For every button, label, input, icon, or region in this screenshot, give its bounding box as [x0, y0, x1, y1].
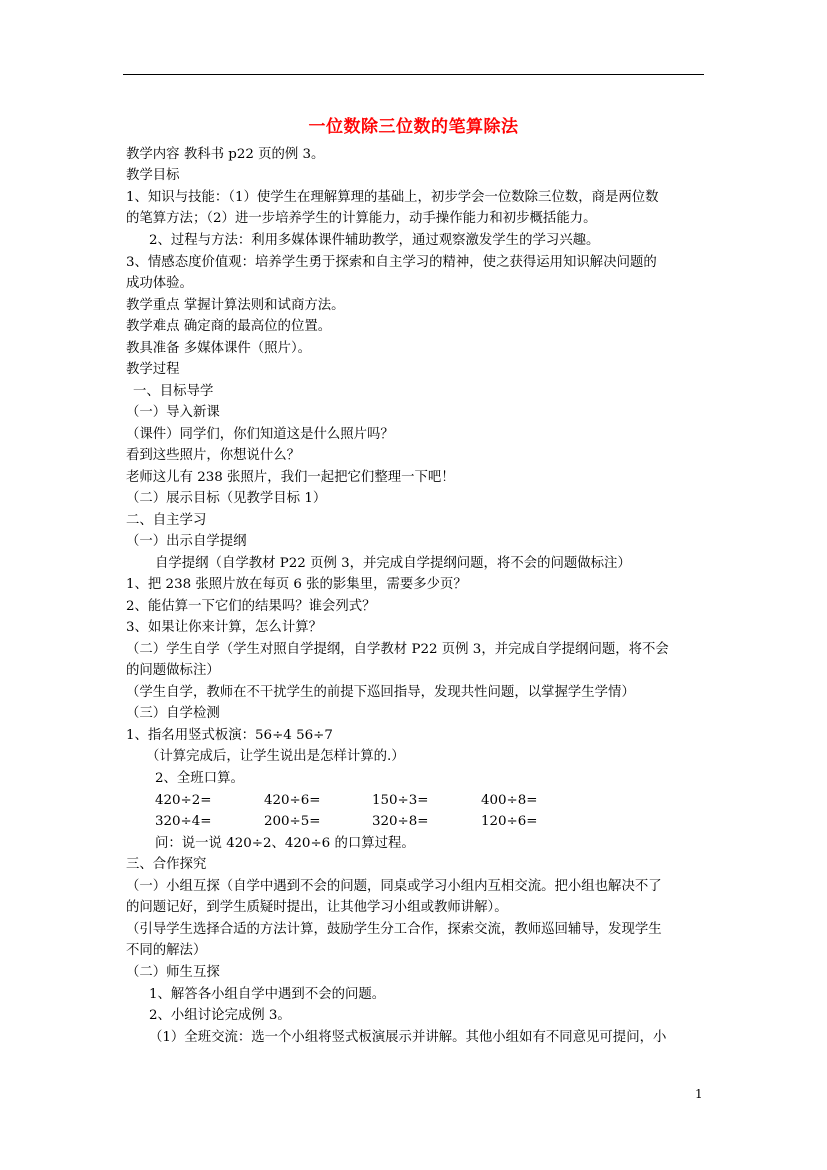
- text-line: 1、指名用竖式板演：56÷4 56÷7: [126, 728, 333, 743]
- text-line: 1、解答各小组自学中遇到不会的问题。: [149, 987, 386, 1002]
- text-line: 1、把 238 张照片放在每页 6 张的影集里，需要多少页？: [126, 577, 467, 592]
- text-line: 老师这儿有 238 张照片，我们一起把它们整理一下吧！: [126, 470, 455, 485]
- text-line: 2、过程与方法：利用多媒体课件辅助教学，通过观察激发学生的学习兴趣。: [149, 233, 600, 248]
- text-line: 3、情感态度价值观：培养学生勇于探索和自主学习的精神，使之获得运用知识解决问题的: [126, 255, 657, 270]
- oral-calc-item: 320÷8=: [372, 814, 429, 829]
- text-line: （学生自学，教师在不干扰学生的前提下巡回指导，发现共性问题，以掌握学生学情）: [126, 685, 635, 700]
- oral-calc-item: 420÷2=: [155, 793, 212, 808]
- oral-calc-item: 420÷6=: [264, 793, 321, 808]
- page-number: 1: [695, 1087, 703, 1101]
- text-line: 1、知识与技能：（1）使学生在理解算理的基础上，初步学会一位数除三位数，商是两位数: [126, 190, 659, 205]
- text-line: 教学重点 掌握计算法则和试商方法。: [126, 298, 345, 313]
- text-line: 3、如果让你来计算，怎么计算？: [126, 620, 322, 635]
- text-line: 成功体验。: [126, 276, 193, 291]
- text-line: 看到这些照片，你想说什么？: [126, 448, 301, 463]
- text-line: （二）学生自学（学生对照自学提纲，自学教材 P22 页例 3，并完成自学提纲问题，将不会: [126, 642, 669, 657]
- text-line: 教学内容 教科书 p22 页的例 3。: [126, 147, 325, 162]
- text-line: （课件）同学们，你们知道这是什么照片吗？: [126, 427, 394, 442]
- text-line: 2、全班口算。: [155, 771, 244, 786]
- text-line: 教具准备 多媒体课件（照片）。: [126, 341, 312, 356]
- text-line: 教学难点 确定商的最高位的位置。: [126, 319, 332, 334]
- text-line: 不同的解法）: [126, 943, 207, 958]
- text-line: 问：说一说 420÷2、420÷6 的口算过程。: [155, 836, 415, 851]
- text-line: （三）自学检测: [126, 706, 220, 721]
- document-title: 一位数除三位数的笔算除法: [308, 117, 519, 137]
- text-line: （一）导入新课: [126, 405, 220, 420]
- text-line: （计算完成后，让学生说出是怎样计算的.）: [146, 749, 405, 764]
- oral-calc-item: 120÷6=: [481, 814, 538, 829]
- text-line: （一）小组互探（自学中遇到不会的问题，同桌或学习小组内互相交流。把小组也解决不了: [126, 879, 662, 894]
- text-line: 的问题记好，到学生质疑时提出，让其他学习小组或教师讲解）。: [126, 900, 508, 915]
- text-line: 的笔算方法；（2）进一步培养学生的计算能力，动手操作能力和初步概括能力。: [126, 211, 597, 226]
- text-line: 三、合作探究: [126, 857, 207, 872]
- text-line: 的问题做标注）: [126, 663, 220, 678]
- text-line: 二、自主学习: [126, 513, 207, 528]
- text-line: （二）师生互探: [126, 965, 220, 980]
- text-line: 2、小组讨论完成例 3。: [149, 1008, 291, 1023]
- text-line: 一、目标导学: [133, 384, 214, 399]
- text-line: （一）出示自学提纲: [126, 534, 247, 549]
- oral-calc-item: 150÷3=: [372, 793, 429, 808]
- oral-calc-item: 400÷8=: [481, 793, 538, 808]
- text-line: 2、能估算一下它们的结果吗？谁会列式？: [126, 599, 376, 614]
- text-line: 教学过程: [126, 362, 180, 377]
- text-line: 自学提纲（自学教材 P22 页例 3，并完成自学提纲问题，将不会的问题做标注）: [155, 556, 631, 571]
- oral-calc-item: 200÷5=: [264, 814, 321, 829]
- oral-calc-item: 320÷4=: [155, 814, 212, 829]
- text-line: 教学目标: [126, 168, 180, 183]
- header-rule: [123, 74, 704, 75]
- text-line: （引导学生选择合适的方法计算，鼓励学生分工合作，探索交流，教师巡回辅导，发现学生: [126, 922, 662, 937]
- text-line: （二）展示目标（见教学目标 1）: [126, 491, 327, 506]
- text-line: （1）全班交流：选一个小组将竖式板演展示并讲解。其他小组如有不同意见可提问，小: [149, 1030, 667, 1045]
